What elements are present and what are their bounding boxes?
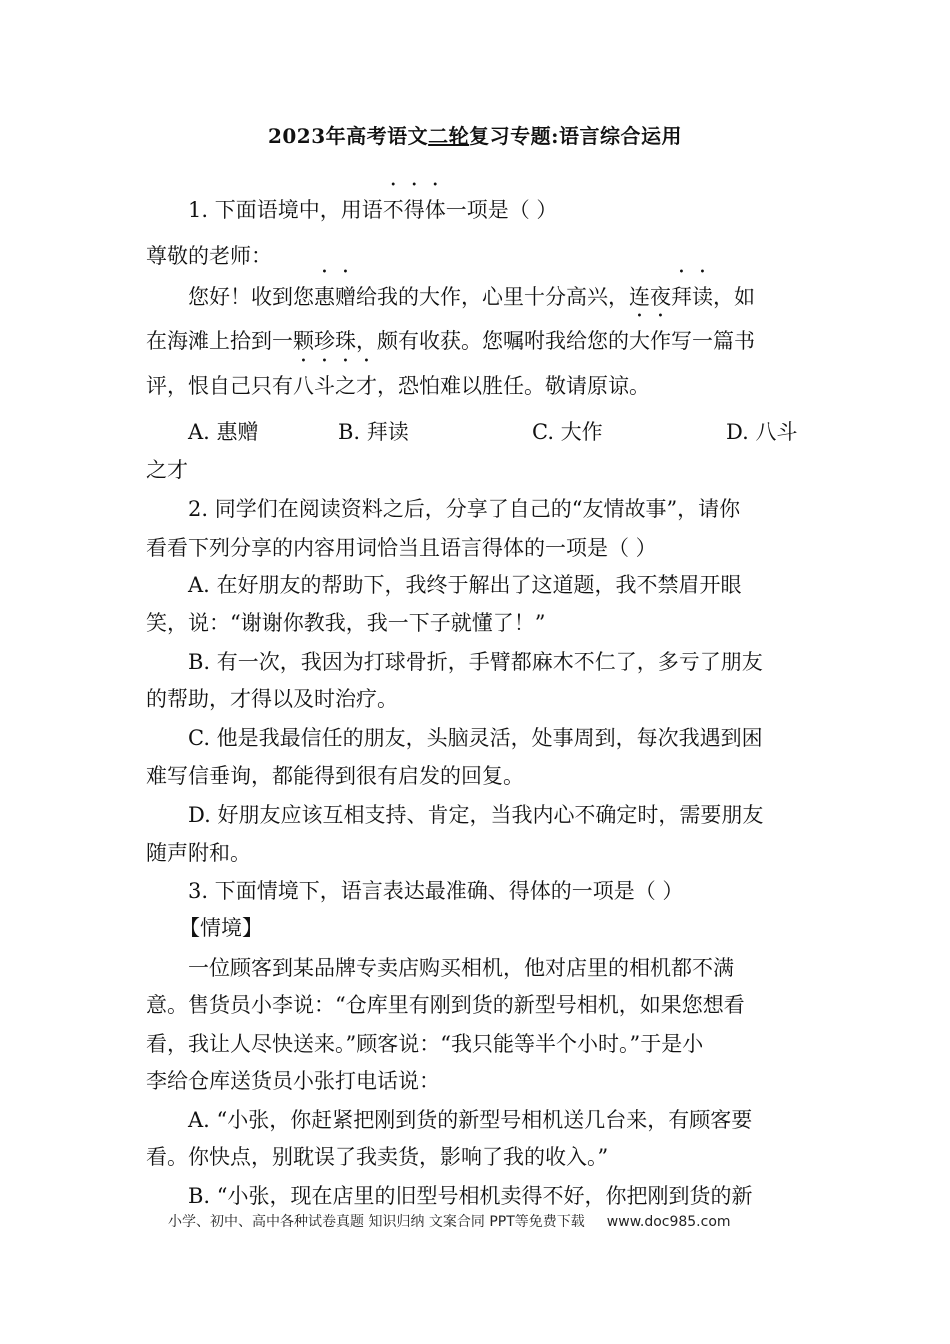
q3-context: 李给仓库送货员小张打电话说： bbox=[146, 1069, 440, 1093]
q1-stem bbox=[188, 196, 557, 224]
q1-option-b: B. 拜读 bbox=[338, 420, 409, 444]
emphasis-char: 赠 bbox=[335, 285, 356, 309]
q2-option-a: 笑，说：“谢谢你教我，我一下子就懂了！” bbox=[146, 611, 546, 635]
letter-text: 写一篇书 bbox=[671, 329, 755, 353]
emphasis-char: 惠 bbox=[314, 285, 335, 309]
q3-option-a: 看。你快点，别耽误了我卖货，影响了我的收入。” bbox=[146, 1145, 609, 1169]
q2-option-d: D. 好朋友应该互相支持、肯定，当我内心不确定时，需要朋友 bbox=[188, 803, 764, 827]
letter-text: 您好！收到您 bbox=[188, 285, 314, 309]
q3-context-tag: 【情境】 bbox=[179, 916, 263, 940]
q2-option-c: C. 他是我最信任的朋友，头脑灵活，处事周到，每次我遇到困 bbox=[188, 726, 763, 750]
q1-letter-line bbox=[188, 283, 755, 311]
emphasis-char: 得 bbox=[403, 198, 425, 222]
page-footer bbox=[168, 1211, 731, 1231]
q1-option-d-wrap: 之才 bbox=[146, 458, 188, 482]
q3-context: 看，我让人尽快送来。”顾客说：“我只能等半个小时。”于是小 bbox=[146, 1032, 704, 1056]
page-title bbox=[0, 120, 950, 149]
q2-stem: 看看下列分享的内容用词恰当且语言得体的一项是（ ） bbox=[146, 536, 657, 560]
footer-text: 小学、初中、高中各种试卷真题 知识归纳 文案合同 PPT等免费下载 bbox=[168, 1214, 585, 1230]
emphasis-char: 作 bbox=[650, 329, 671, 353]
letter-text: 给我的大作，心里十分高兴，连夜 bbox=[356, 285, 671, 309]
q1-option-c: C. 大作 bbox=[532, 420, 603, 444]
title-part: 2023年高考语文 bbox=[267, 124, 429, 148]
emphasis-char: 大 bbox=[629, 329, 650, 353]
q1-letter-line bbox=[146, 372, 650, 400]
title-part: 复习专题:语言综合运用 bbox=[469, 124, 683, 148]
emphasis-char: 拜 bbox=[671, 285, 692, 309]
q1-option-a: A. 惠赠 bbox=[188, 420, 259, 444]
q2-stem: 2. 同学们在阅读资料之后，分享了自己的“友情故事”，请你 bbox=[188, 497, 741, 521]
q1-stem-text: 一项是（ ） bbox=[445, 198, 558, 222]
letter-text: ，恐怕难以胜任。敬请原谅。 bbox=[377, 374, 650, 398]
q3-option-b: B. “小张，现在店里的旧型号相机卖得不好，你把刚到货的新 bbox=[188, 1184, 753, 1208]
letter-text: 在海滩上拾到一颗珍珠，颇有收获。您嘱咐我给您的 bbox=[146, 329, 629, 353]
q1-salutation: 尊敬的老师： bbox=[146, 244, 272, 268]
emphasis-char: 才 bbox=[356, 374, 377, 398]
emphasis-char: 不 bbox=[382, 198, 404, 222]
emphasis-char: 读 bbox=[692, 285, 713, 309]
q3-context: 一位顾客到某品牌专卖店购买相机，他对店里的相机都不满 bbox=[188, 956, 734, 980]
q3-context: 意。售货员小李说：“仓库里有刚到货的新型号相机，如果您想看 bbox=[146, 993, 745, 1017]
title-underlined: 二轮 bbox=[428, 124, 470, 148]
q3-stem: 3. 下面情境下，语言表达最准确、得体的一项是（ ） bbox=[188, 879, 684, 903]
q1-letter-line bbox=[146, 327, 755, 355]
emphasis-char: 体 bbox=[424, 198, 446, 222]
q1-option-d: D. 八斗 bbox=[726, 420, 798, 444]
q1-stem-text: 1. 下面语境中，用语 bbox=[188, 198, 383, 222]
emphasis-char: 八 bbox=[293, 374, 314, 398]
q3-option-a: A. “小张，你赶紧把刚到货的新型号相机送几台来，有顾客要 bbox=[188, 1108, 753, 1132]
emphasis-char: 之 bbox=[335, 374, 356, 398]
emphasis-char: 斗 bbox=[314, 374, 335, 398]
q2-option-a: A. 在好朋友的帮助下，我终于解出了这道题，我不禁眉开眼 bbox=[188, 573, 742, 597]
footer-url[interactable]: www.doc985.com bbox=[606, 1214, 731, 1230]
q2-option-d: 随声附和。 bbox=[146, 841, 251, 865]
q2-option-c: 难写信垂询，都能得到很有启发的回复。 bbox=[146, 764, 524, 788]
q2-option-b: 的帮助，才得以及时治疗。 bbox=[146, 687, 398, 711]
q2-option-b: B. 有一次，我因为打球骨折，手臂都麻木不仁了，多亏了朋友 bbox=[188, 650, 763, 674]
letter-text: 评，恨自己只有 bbox=[146, 374, 293, 398]
letter-text: ，如 bbox=[713, 285, 755, 309]
